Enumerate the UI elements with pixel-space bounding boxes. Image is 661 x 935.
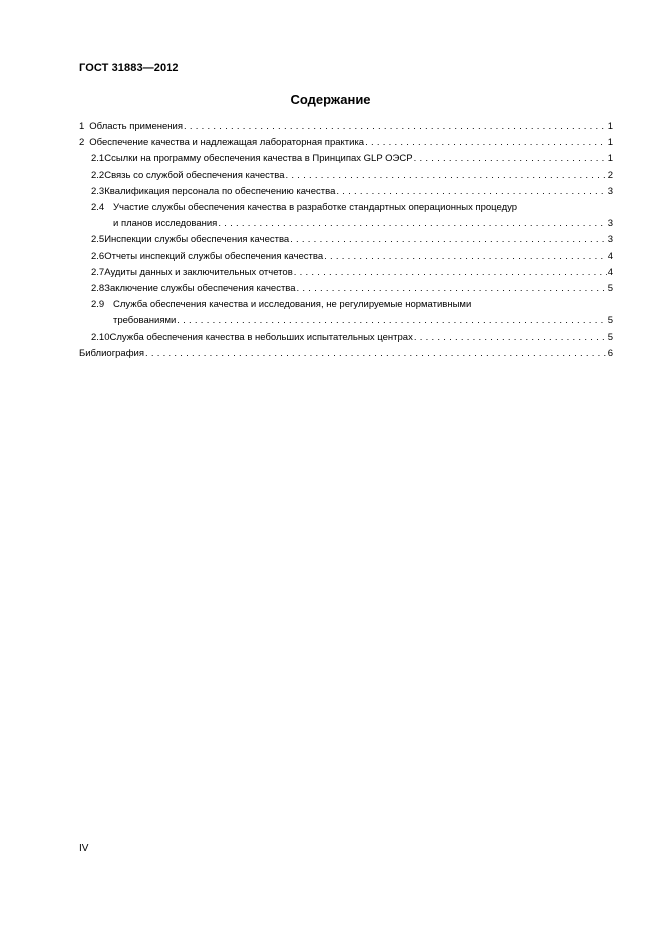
toc-entry-text: Заключение службы обеспечения качества [104,283,296,295]
toc-entry-bibliography[interactable] [79,346,613,362]
dot-leader [184,119,607,135]
toc-entry-number: 2 [79,137,85,149]
toc-entry-text-line1: Служба обеспечения качества и исследования, не регулируемые нормативными [113,299,472,311]
toc-entry-page: 3 [607,218,613,230]
toc-entry-text: Аудиты данных и заключительных отчетов [104,266,293,278]
toc-entry-2-2[interactable] [79,168,613,184]
toc-entry-1[interactable] [79,119,613,135]
toc-entry-number: 2.7 [91,266,105,278]
dot-leader [177,313,606,329]
toc-entry-number: 2.2 [91,169,105,181]
dot-leader [290,232,607,248]
toc-entry-text: Ссылки на программу обеспечения качества в Принципах GLP ОЭСР [104,153,413,165]
toc-entry-text: Квалификация персонала по обеспечению качества [104,185,336,197]
toc-entry-2-3[interactable] [79,184,613,200]
toc-entry-page: 5 [607,283,613,295]
dot-leader [414,330,607,346]
toc-entry-number: 2.1 [91,153,105,165]
dot-leader [297,281,607,297]
toc-entry-2-5[interactable] [79,232,613,248]
toc-entry-text-line2: требованиями [113,315,177,327]
dot-leader [218,216,606,232]
toc-entry-number: 1 [79,121,85,132]
toc-entry-page: 1 [607,137,613,149]
toc-entry-page: 4 [607,250,613,262]
toc-entry-2-4[interactable] [79,200,613,232]
dot-leader [365,135,607,151]
toc-entry-page: 1 [607,121,613,132]
toc-entry-2-7[interactable] [79,265,613,281]
toc-title: Содержание [290,92,371,107]
toc-entry-text-line1: Участие службы обеспечения качества в разработке стандартных операционных процедур [113,202,518,214]
dot-leader [336,184,606,200]
toc-entry-text: Служба обеспечения качества в небольших испытательных центрах [109,331,413,343]
toc-entry-page: 3 [607,185,613,197]
toc-entry-number: 2.8 [91,283,105,295]
table-of-contents [79,119,613,362]
toc-entry-text: Инспекции службы обеспечения качества [104,234,290,246]
toc-entry-number: 2.3 [91,185,105,197]
dot-leader [324,249,607,265]
toc-entry-2-10[interactable] [79,330,613,346]
standard-designation: ГОСТ 31883—2012 [79,62,179,74]
toc-entry-2-9[interactable] [79,297,613,329]
toc-entry-2-1[interactable] [79,151,613,167]
toc-entry-text: Библиография [79,347,144,359]
dot-leader [294,265,607,281]
toc-entry-number: 2.5 [91,234,105,246]
toc-entry-page: 1 [607,153,613,165]
toc-entry-number: 2.6 [91,250,105,262]
dot-leader [286,168,607,184]
toc-entry-2-8[interactable] [79,281,613,297]
dot-leader [145,346,607,362]
toc-entry-page: 4 [607,266,613,278]
toc-entry-text: Связь со службой обеспечения качества [104,169,285,181]
toc-entry-text: Обеспечение качества и надлежащая лабораторная практика [89,137,365,149]
page-number: IV [79,843,89,854]
toc-entry-number: 2.9 [91,299,105,311]
dot-leader [414,151,607,167]
toc-entry-text-line2: и планов исследования [113,218,218,230]
toc-entry-page: 6 [607,347,613,359]
toc-entry-number: 2.10 [91,331,110,343]
toc-entry-2[interactable] [79,135,613,151]
toc-entry-2-6[interactable] [79,249,613,265]
toc-entry-text: Отчеты инспекций службы обеспечения качества [104,250,324,262]
toc-entry-text: Область применения [89,121,183,132]
toc-entry-page: 2 [607,169,613,181]
toc-entry-page: 3 [607,234,613,246]
toc-entry-page: 5 [607,315,613,327]
toc-entry-number: 2.4 [91,202,105,214]
toc-entry-page: 5 [607,331,613,343]
